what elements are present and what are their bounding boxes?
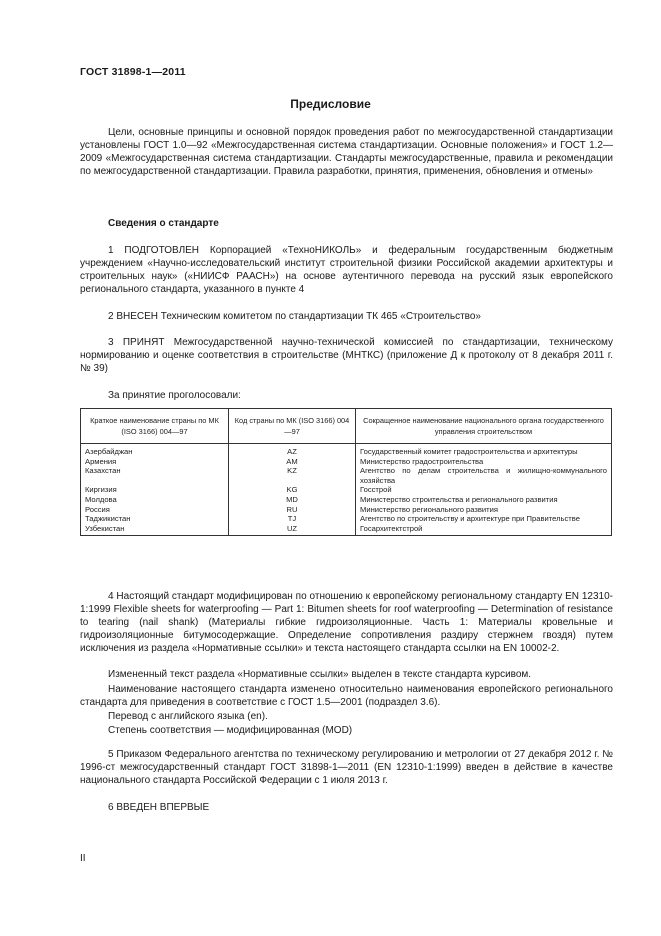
- table-row: [81, 495, 612, 505]
- cell-country: Киргизия: [81, 485, 229, 495]
- intro-paragraph: Цели, основные принципы и основной порядок проведения работ по межгосударственной стандартизации установлены ГОСТ 1.0—92 «Межгосударственная система стандартизации. Основные положения» и ГОСТ 1.2—2009 «Межгосударственная система стандартизации. Стандарты межгосударственные, правила и рекомендации по межгосударственной стандартизации. Правила разработки, принятия, применения, обновления и отмены»: [80, 127, 613, 177]
- item-4-note-italic: Измененный текст раздела «Нормативные ссылки» выделен в тексте стандарта курсивом.: [108, 669, 532, 680]
- item-6-paragraph: 6 ВВЕДЕН ВПЕРВЫЕ: [108, 802, 210, 813]
- cell-organ: Государственный комитет градостроительства и архитектуры: [356, 444, 612, 457]
- table-row: [81, 505, 612, 515]
- item-4-paragraph: 4 Настоящий стандарт модифицирован по отношению к европейскому региональному стандарту EN 12310-1:1999 Flexible sheets for waterproofing — Part 1: Bitumen sheets for roof waterproofing — Determination of resistance to tearing (nail shank) (Материалы гибкие гидроизоляционные. Часть 1: Материалы кровельные и гидроизоляционные битумосодержащие. Определение сопротивления раздиру стержнем гвоздя) путем исключения из раздела «Нормативные ссылки» и текста настоящего стандарта ссылки на EN 10002-2.: [80, 591, 613, 654]
- cell-organ: Госархитектстрой: [356, 524, 612, 536]
- voting-table: [80, 408, 612, 536]
- cell-code: KZ: [229, 466, 356, 485]
- cell-country: Россия: [81, 505, 229, 515]
- item-3-paragraph: 3 ПРИНЯТ Межгосударственной научно-технической комиссией по стандартизации, техническому нормированию и оценке соответствия в строительстве (МНТКС) (приложение Д к протоколу от 8 декабря 2011 г. № 39): [80, 337, 613, 374]
- item-5-paragraph: 5 Приказом Федерального агентства по техническому регулированию и метрологии от 27 декабря 2012 г. № 1996-ст межгосударственный стандарт ГОСТ 31898-1—2011 (EN 12310-1:1999) введен в действие в качестве национального стандарта Российской Федерации с 1 июля 2013 г.: [80, 749, 613, 786]
- item-4-note-translation: Перевод с английского языка (en).: [108, 711, 268, 722]
- cell-organ: Министерство регионального развития: [356, 505, 612, 515]
- standard-info-heading: Сведения о стандарте: [108, 218, 219, 229]
- table-row: [81, 485, 612, 495]
- cell-country: Казахстан: [81, 466, 229, 485]
- table-header-row: [81, 409, 612, 444]
- page-title: Предисловие: [290, 97, 371, 111]
- cell-country: Армения: [81, 457, 229, 467]
- header-country: Краткое наименование страны по МК (ISO 3166) 004—97: [81, 409, 229, 444]
- table-row: [81, 524, 612, 536]
- cell-code: UZ: [229, 524, 356, 536]
- cell-organ: Министерство строительства и регионального развития: [356, 495, 612, 505]
- cell-organ: Госстрой: [356, 485, 612, 495]
- header-code: Код страны по МК (ISO 3166) 004—97: [229, 409, 356, 444]
- cell-code: MD: [229, 495, 356, 505]
- cell-country: Узбекистан: [81, 524, 229, 536]
- cell-organ: Агентство по строительству и архитектуре при Правительстве: [356, 514, 612, 524]
- voted-label: За принятие проголосовали:: [108, 390, 241, 401]
- table-row: [81, 466, 612, 485]
- cell-code: AZ: [229, 444, 356, 457]
- cell-code: TJ: [229, 514, 356, 524]
- cell-code: RU: [229, 505, 356, 515]
- item-2-paragraph: 2 ВНЕСЕН Техническим комитетом по стандартизации ТК 465 «Строительство»: [108, 311, 481, 322]
- cell-code: KG: [229, 485, 356, 495]
- item-4-note-title: Наименование настоящего стандарта изменено относительно наименования европейского регионального стандарта для приведения в соответствие с ГОСТ 1.5—2001 (подраздел 3.6).: [80, 684, 613, 708]
- table-row: [81, 514, 612, 524]
- item-1-paragraph: 1 ПОДГОТОВЛЕН Корпорацией «ТехноНИКОЛЬ» и федеральным государственным бюджетным учреждением «Научно-исследовательский институт строительной физики Российской академии архитектуры и строительных наук» («НИИСФ РААСН») на основе аутентичного перевода на русский язык европейского регионального стандарта, указанного в пункте 4: [80, 245, 613, 295]
- document-id: ГОСТ 31898-1—2011: [80, 66, 186, 78]
- cell-country: Азербайджан: [81, 444, 229, 457]
- cell-country: Таджикистан: [81, 514, 229, 524]
- item-4-note-conformity: Степень соответствия — модифицированная (MOD): [108, 725, 353, 736]
- cell-organ: Министерство градостроительства: [356, 457, 612, 467]
- page-number: II: [80, 853, 86, 864]
- cell-country: Молдова: [81, 495, 229, 505]
- cell-organ: Агентство по делам строительства и жилищно-коммунального хозяйства: [356, 466, 612, 485]
- table-row: [81, 444, 612, 457]
- cell-code: AM: [229, 457, 356, 467]
- header-organ: Сокращенное наименование национального органа государственного управления строительством: [356, 409, 612, 444]
- table-row: [81, 457, 612, 467]
